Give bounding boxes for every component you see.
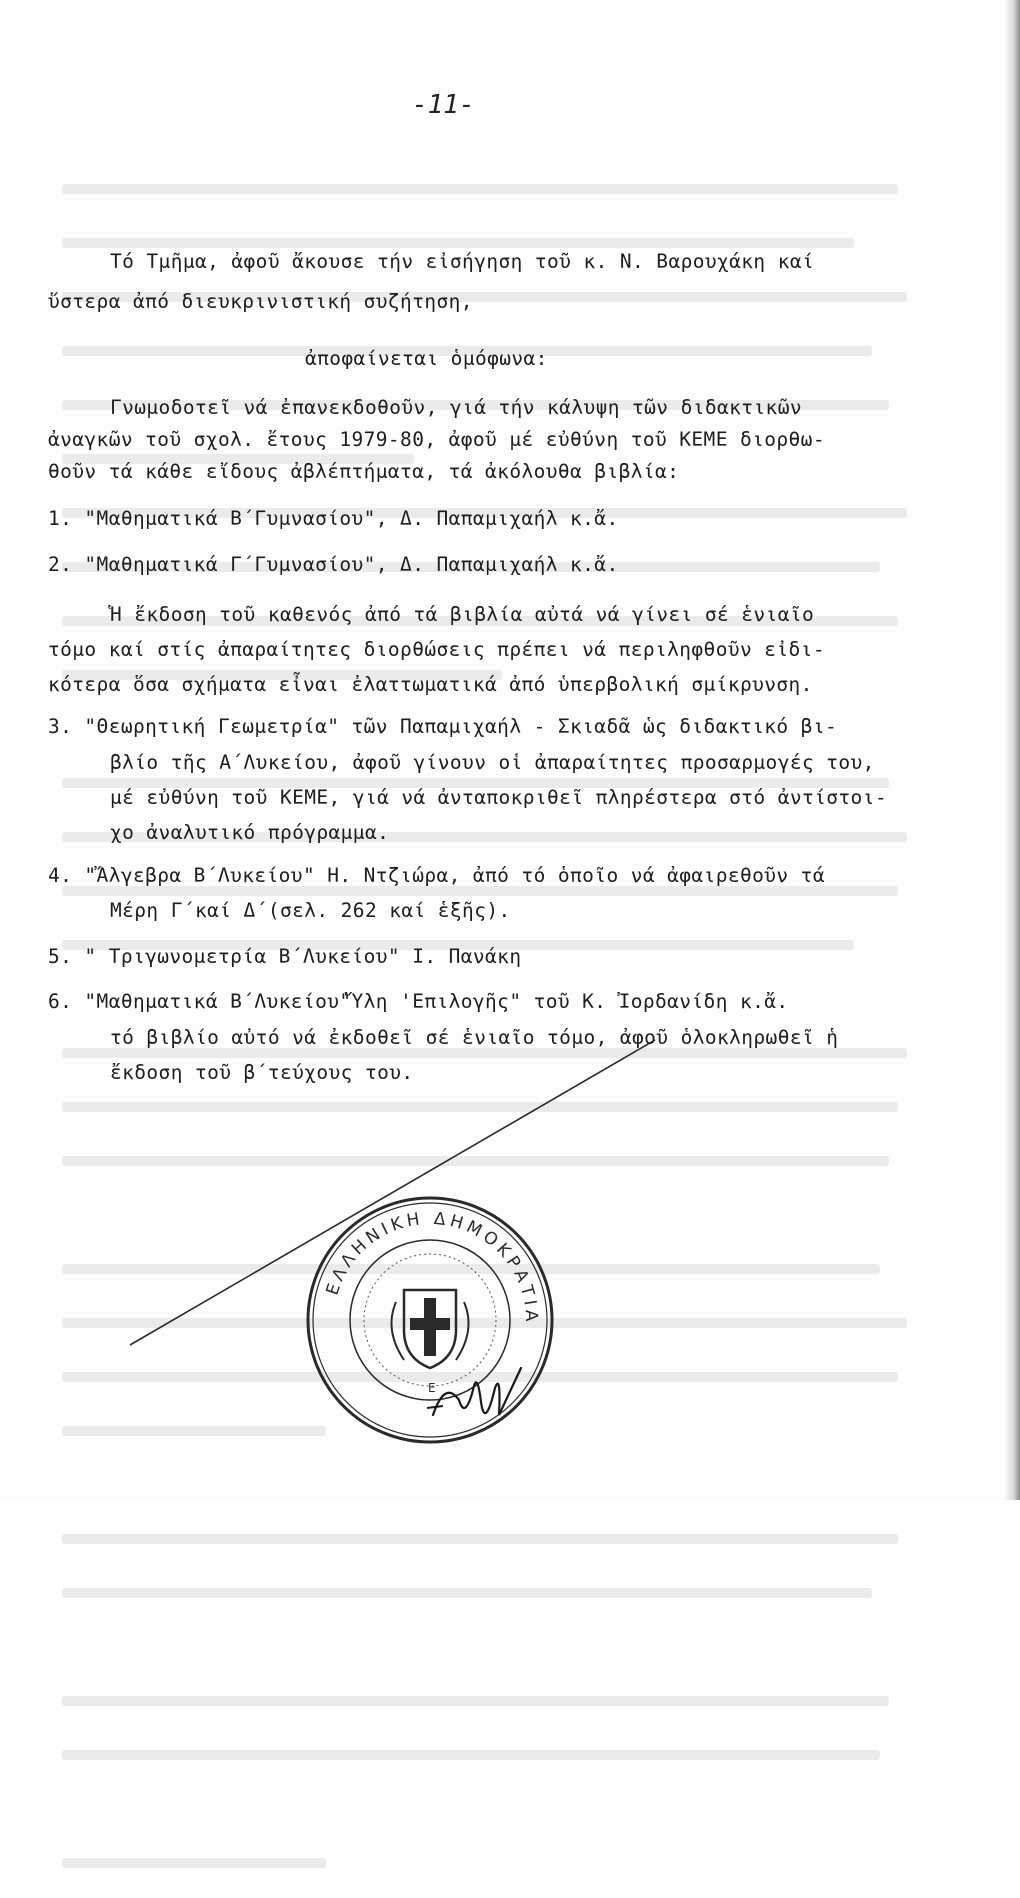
- text-line: ἀναγκῶν τοῦ σχολ. ἔτους 1979-80, ἀφοῦ μέ εὐθύνη τοῦ ΚΕΜΕ διορθω-: [48, 428, 825, 451]
- text-line: ἀποφαίνεται ὁμόφωνα:: [305, 347, 548, 370]
- text-line: Ἡ ἔκδοση τοῦ καθενός ἀπό τά βιβλία αὐτά νά γίνει σέ ἑνιαῖο: [110, 603, 815, 626]
- list-item: 2. "Μαθηματικά Γ΄Γυμνασίου", Δ. Παπαμιχαήλ κ.ἄ.: [48, 553, 619, 576]
- list-item: 6. "Μαθηματικά Β΄Λυκείου"Ὕλη 'Επιλογῆς" τοῦ Κ. Ἰορδανίδη κ.ἄ.: [48, 990, 789, 1013]
- text-line: Γνωμοδοτεῖ νά ἐπανεκδοθοῦν, γιά τήν κάλυψη τῶν διδακτικῶν: [110, 396, 802, 419]
- text-line: ὕστερα ἀπό διευκρινιστική συζήτηση,: [48, 290, 473, 313]
- page-number: -11-: [412, 90, 475, 120]
- text-line: Τό Τμῆμα, ἀφοῦ ἄκουσε τήν εἰσήγηση τοῦ κ. Ν. Βαρουχάκη καί: [110, 250, 815, 273]
- text-line: θοῦν τά κάθε εἴδους ἀβλέπτήματα, τά ἀκόλουθα βιβλία:: [48, 460, 680, 483]
- text-line: κότερα ὅσα σχήματα εἶναι ἐλαττωματικά ἀπό ὑπερβολική σμίκρυνση.: [48, 673, 813, 696]
- text-line: τόμο καί στίς ἀπαραίτητες διορθώσεις πρέπει νά περιληφθοῦν εἰδι-: [48, 638, 825, 661]
- list-item: 5. " Τριγωνομετρία Β΄Λυκείου" Ι. Πανάκη: [48, 945, 522, 968]
- text-line: μέ εὐθύνη τοῦ ΚΕΜΕ, γιά νά ἀνταποκριθεῖ πληρέστερα στό ἀντίστοι-: [110, 786, 887, 809]
- text-line: ἔκδοση τοῦ β΄τεύχους του.: [110, 1061, 414, 1084]
- text-line: βλίο τῆς Α΄Λυκείου, ἀφοῦ γίνουν οἱ ἀπαραίτητες προσαρμογές του,: [110, 751, 875, 774]
- list-item: 4. "Ἄλγεβρα Β΄Λυκείου" Η. Ντζιώρα, ἀπό τό ὁποῖο νά ἀφαιρεθοῦν τά: [48, 864, 825, 887]
- text-line: Μέρη Γ΄καί Δ΄(σελ. 262 καί ἑξῆς).: [110, 899, 511, 922]
- list-item: 1. "Μαθηματικά Β΄Γυμνασίου", Δ. Παπαμιχαήλ κ.ἄ.: [48, 507, 619, 530]
- stamp-outer-text: ΕΛΛΗΝΙΚΗ ΔΗΜΟΚΡΑΤΙΑ: [322, 1208, 542, 1326]
- list-item: 3. "Θεωρητική Γεωμετρία" τῶν Παπαμιχαήλ - Σκιαδᾶ ὡς διδακτικό βι-: [48, 715, 838, 738]
- signature: [425, 1360, 535, 1440]
- text-line: τό βιβλίο αὐτό νά ἐκδοθεῖ σέ ἑνιαῖο τόμο, ἀφοῦ ὁλοκληρωθεῖ ἡ: [110, 1026, 839, 1049]
- stamp-bottom-letter: Ε: [428, 1381, 436, 1395]
- text-line: χο ἀναλυτικό πρόγραμμα.: [110, 821, 390, 844]
- coat-of-arms-icon: [392, 1290, 469, 1368]
